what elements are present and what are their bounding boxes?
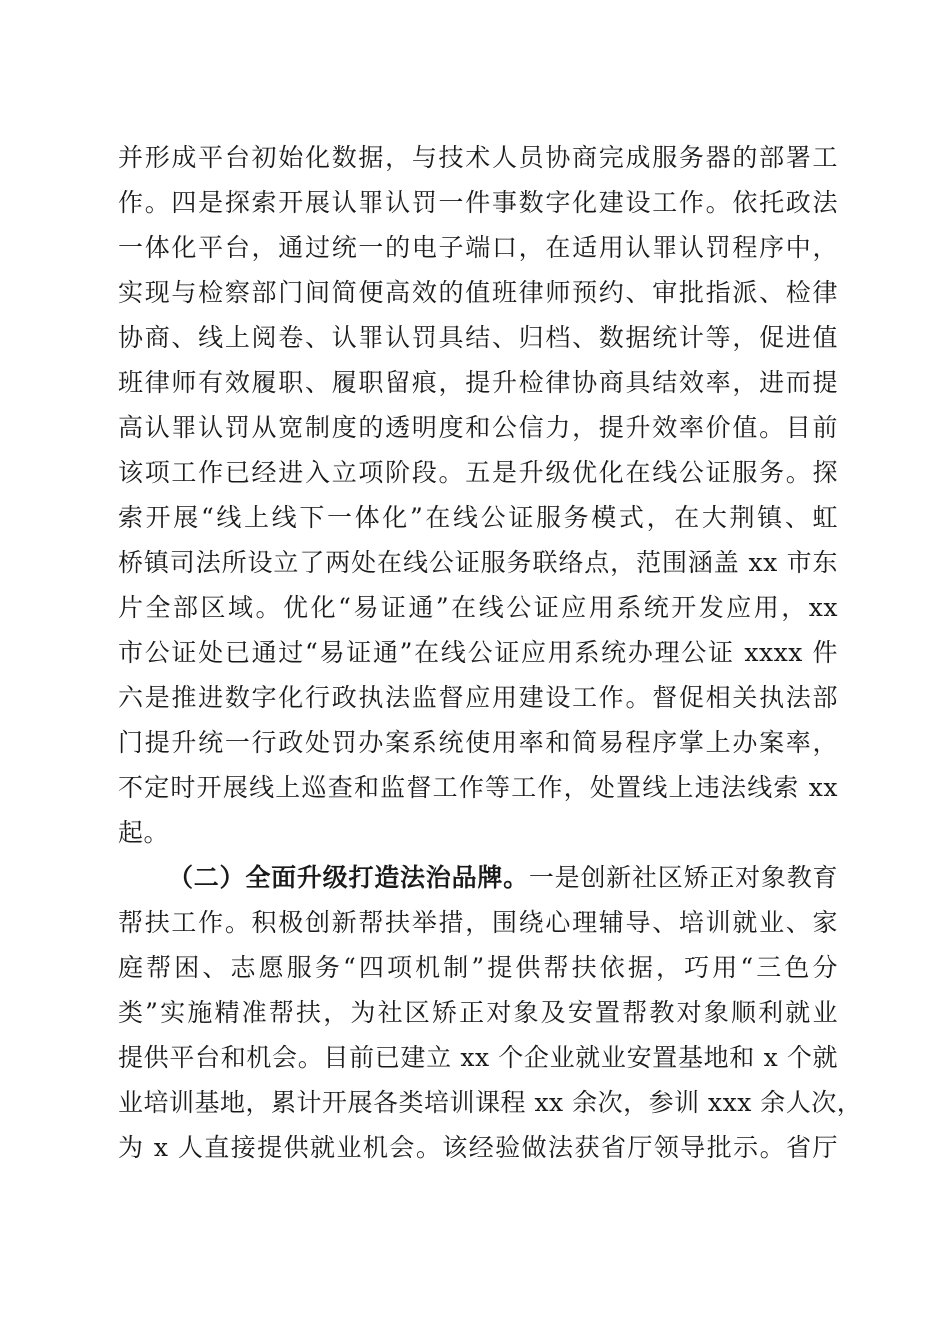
paragraph-line: 庭帮困、志愿服务“四项机制”提供帮扶依据，巧用“三色分 [118, 953, 838, 982]
paragraph-line: 桥镇司法所设立了两处在线公证服务联络点，范围涵盖 xx 市东 [118, 548, 838, 577]
paragraph-line: 班律师有效履职、履职留痕，提升检律协商具结效率，进而提 [118, 368, 838, 397]
paragraph-line: 协商、线上阅卷、认罪认罚具结、归档、数据统计等，促进值 [118, 323, 838, 352]
paragraph-line: 片全部区域。优化“易证通”在线公证应用系统开发应用，xx [118, 593, 838, 622]
paragraph-line: 为 x 人直接提供就业机会。该经验做法获省厅领导批示。省厅 [118, 1133, 838, 1162]
paragraph-line: 类”实施精准帮扶，为社区矫正对象及安置帮教对象顺利就业 [118, 998, 838, 1027]
document-body [118, 135, 863, 1170]
paragraph-line: 该项工作已经进入立项阶段。五是升级优化在线公证服务。探 [118, 458, 838, 487]
paragraph-line: 帮扶工作。积极创新帮扶举措，围绕心理辅导、培训就业、家 [118, 908, 838, 937]
paragraph-line: 业培训基地，累计开展各类培训课程 xx 余次，参训 xxx 余人次， [118, 1088, 863, 1117]
paragraph-line: 作。四是探索开展认罪认罚一件事数字化建设工作。依托政法 [118, 188, 838, 217]
paragraph-line: 高认罪认罚从宽制度的透明度和公信力，提升效率价值。目前 [118, 413, 838, 442]
paragraph-line: 不定时开展线上巡查和监督工作等工作，处置线上违法线索 xx [118, 773, 838, 802]
section-heading: （二）全面升级打造法治品牌。 [168, 863, 529, 892]
paragraph-line: 实现与检察部门间简便高效的值班律师预约、审批指派、检律 [118, 278, 838, 307]
section-first-line-text: 一是创新社区矫正对象教育 [528, 863, 838, 892]
paragraph-line: 提供平台和机会。目前已建立 xx 个企业就业安置基地和 x 个就 [118, 1043, 838, 1072]
section-heading-line [118, 855, 838, 900]
paragraph-line: 一体化平台，通过统一的电子端口，在适用认罪认罚程序中， [118, 233, 838, 262]
paragraph-line: 索开展“线上线下一体化”在线公证服务模式，在大荆镇、虹 [118, 503, 838, 532]
paragraph-line: 市公证处已通过“易证通”在线公证应用系统办理公证 xxxx 件 [118, 638, 838, 667]
paragraph-line: 门提升统一行政处罚办案系统使用率和简易程序掌上办案率， [118, 728, 838, 757]
paragraph-line: 六是推进数字化行政执法监督应用建设工作。督促相关执法部 [118, 683, 838, 712]
paragraph-line: 并形成平台初始化数据，与技术人员协商完成服务器的部署工 [118, 143, 838, 172]
paragraph-line: 起。 [118, 818, 170, 847]
